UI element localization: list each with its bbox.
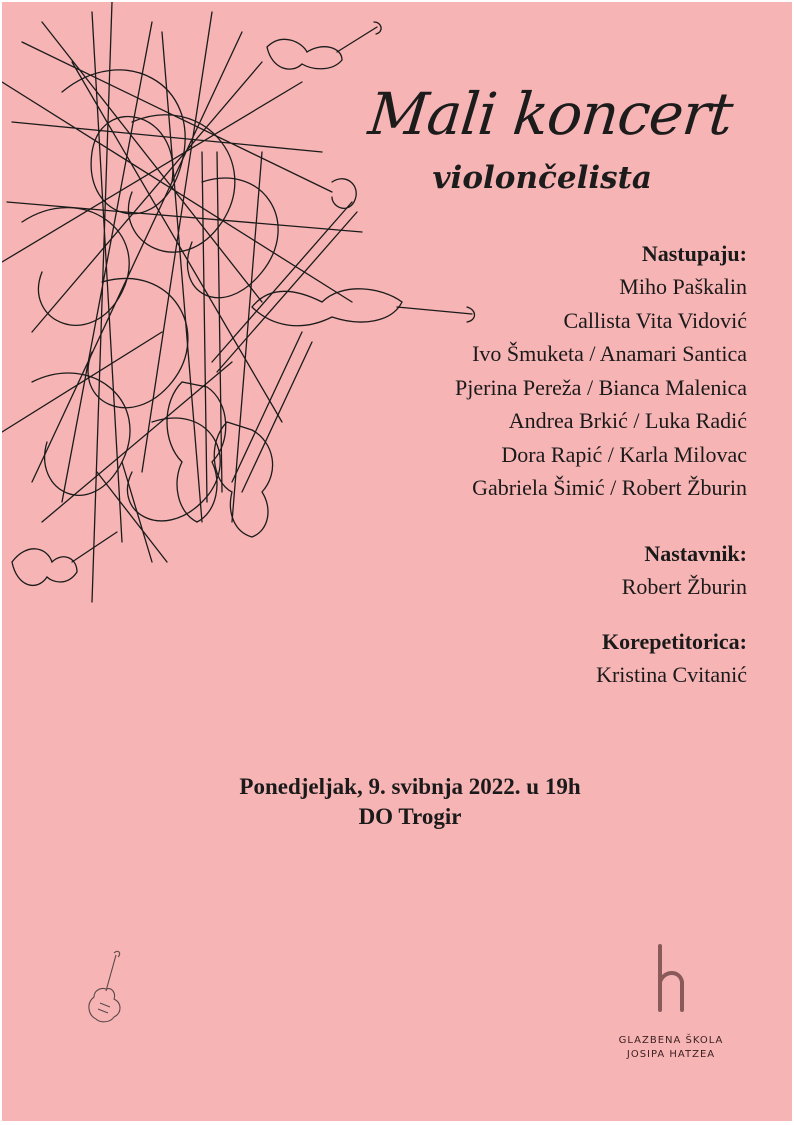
poster-subtitle: violončelista xyxy=(432,160,652,196)
school-logo-mark xyxy=(646,942,696,1014)
accompanist-section xyxy=(596,626,747,692)
event-date-time: Ponedjeljak, 9. svibnja 2022. u 19h xyxy=(239,774,581,799)
performer-name: Callista Vita Vidović xyxy=(563,307,747,333)
poster xyxy=(2,2,792,1121)
teacher-name: Robert Žburin xyxy=(621,574,747,599)
performer-name: Gabriela Šimić / Robert Žburin xyxy=(472,475,747,500)
performer-name: Andrea Brkić / Luka Radić xyxy=(508,408,747,433)
poster-title: Mali koncert xyxy=(365,80,736,148)
event-info xyxy=(2,772,792,832)
accompanist-name: Kristina Cvitanić xyxy=(596,662,747,687)
school-logo xyxy=(606,942,736,1062)
performer-name: Miho Paškalin xyxy=(619,274,747,299)
violin-icon xyxy=(80,947,130,1027)
performer-name: Ivo Šmuketa / Anamari Santica xyxy=(472,341,747,366)
teacher-heading: Nastavnik: xyxy=(644,541,747,566)
performer-name: Dora Rapić / Karla Milovac xyxy=(501,441,747,467)
performer-name: Pjerina Pereža / Bianca Malenica xyxy=(455,374,747,400)
teacher-section xyxy=(622,538,747,604)
accompanist-heading: Korepetitorica: xyxy=(602,629,747,654)
school-name-line1: GLAZBENA ŠKOLA xyxy=(618,1035,724,1046)
event-venue: DO Trogir xyxy=(358,804,462,829)
performers-heading: Nastupaju: xyxy=(641,241,747,266)
performers-section xyxy=(455,238,747,505)
school-name-line2: JOSIPA HATZEA xyxy=(626,1049,716,1060)
